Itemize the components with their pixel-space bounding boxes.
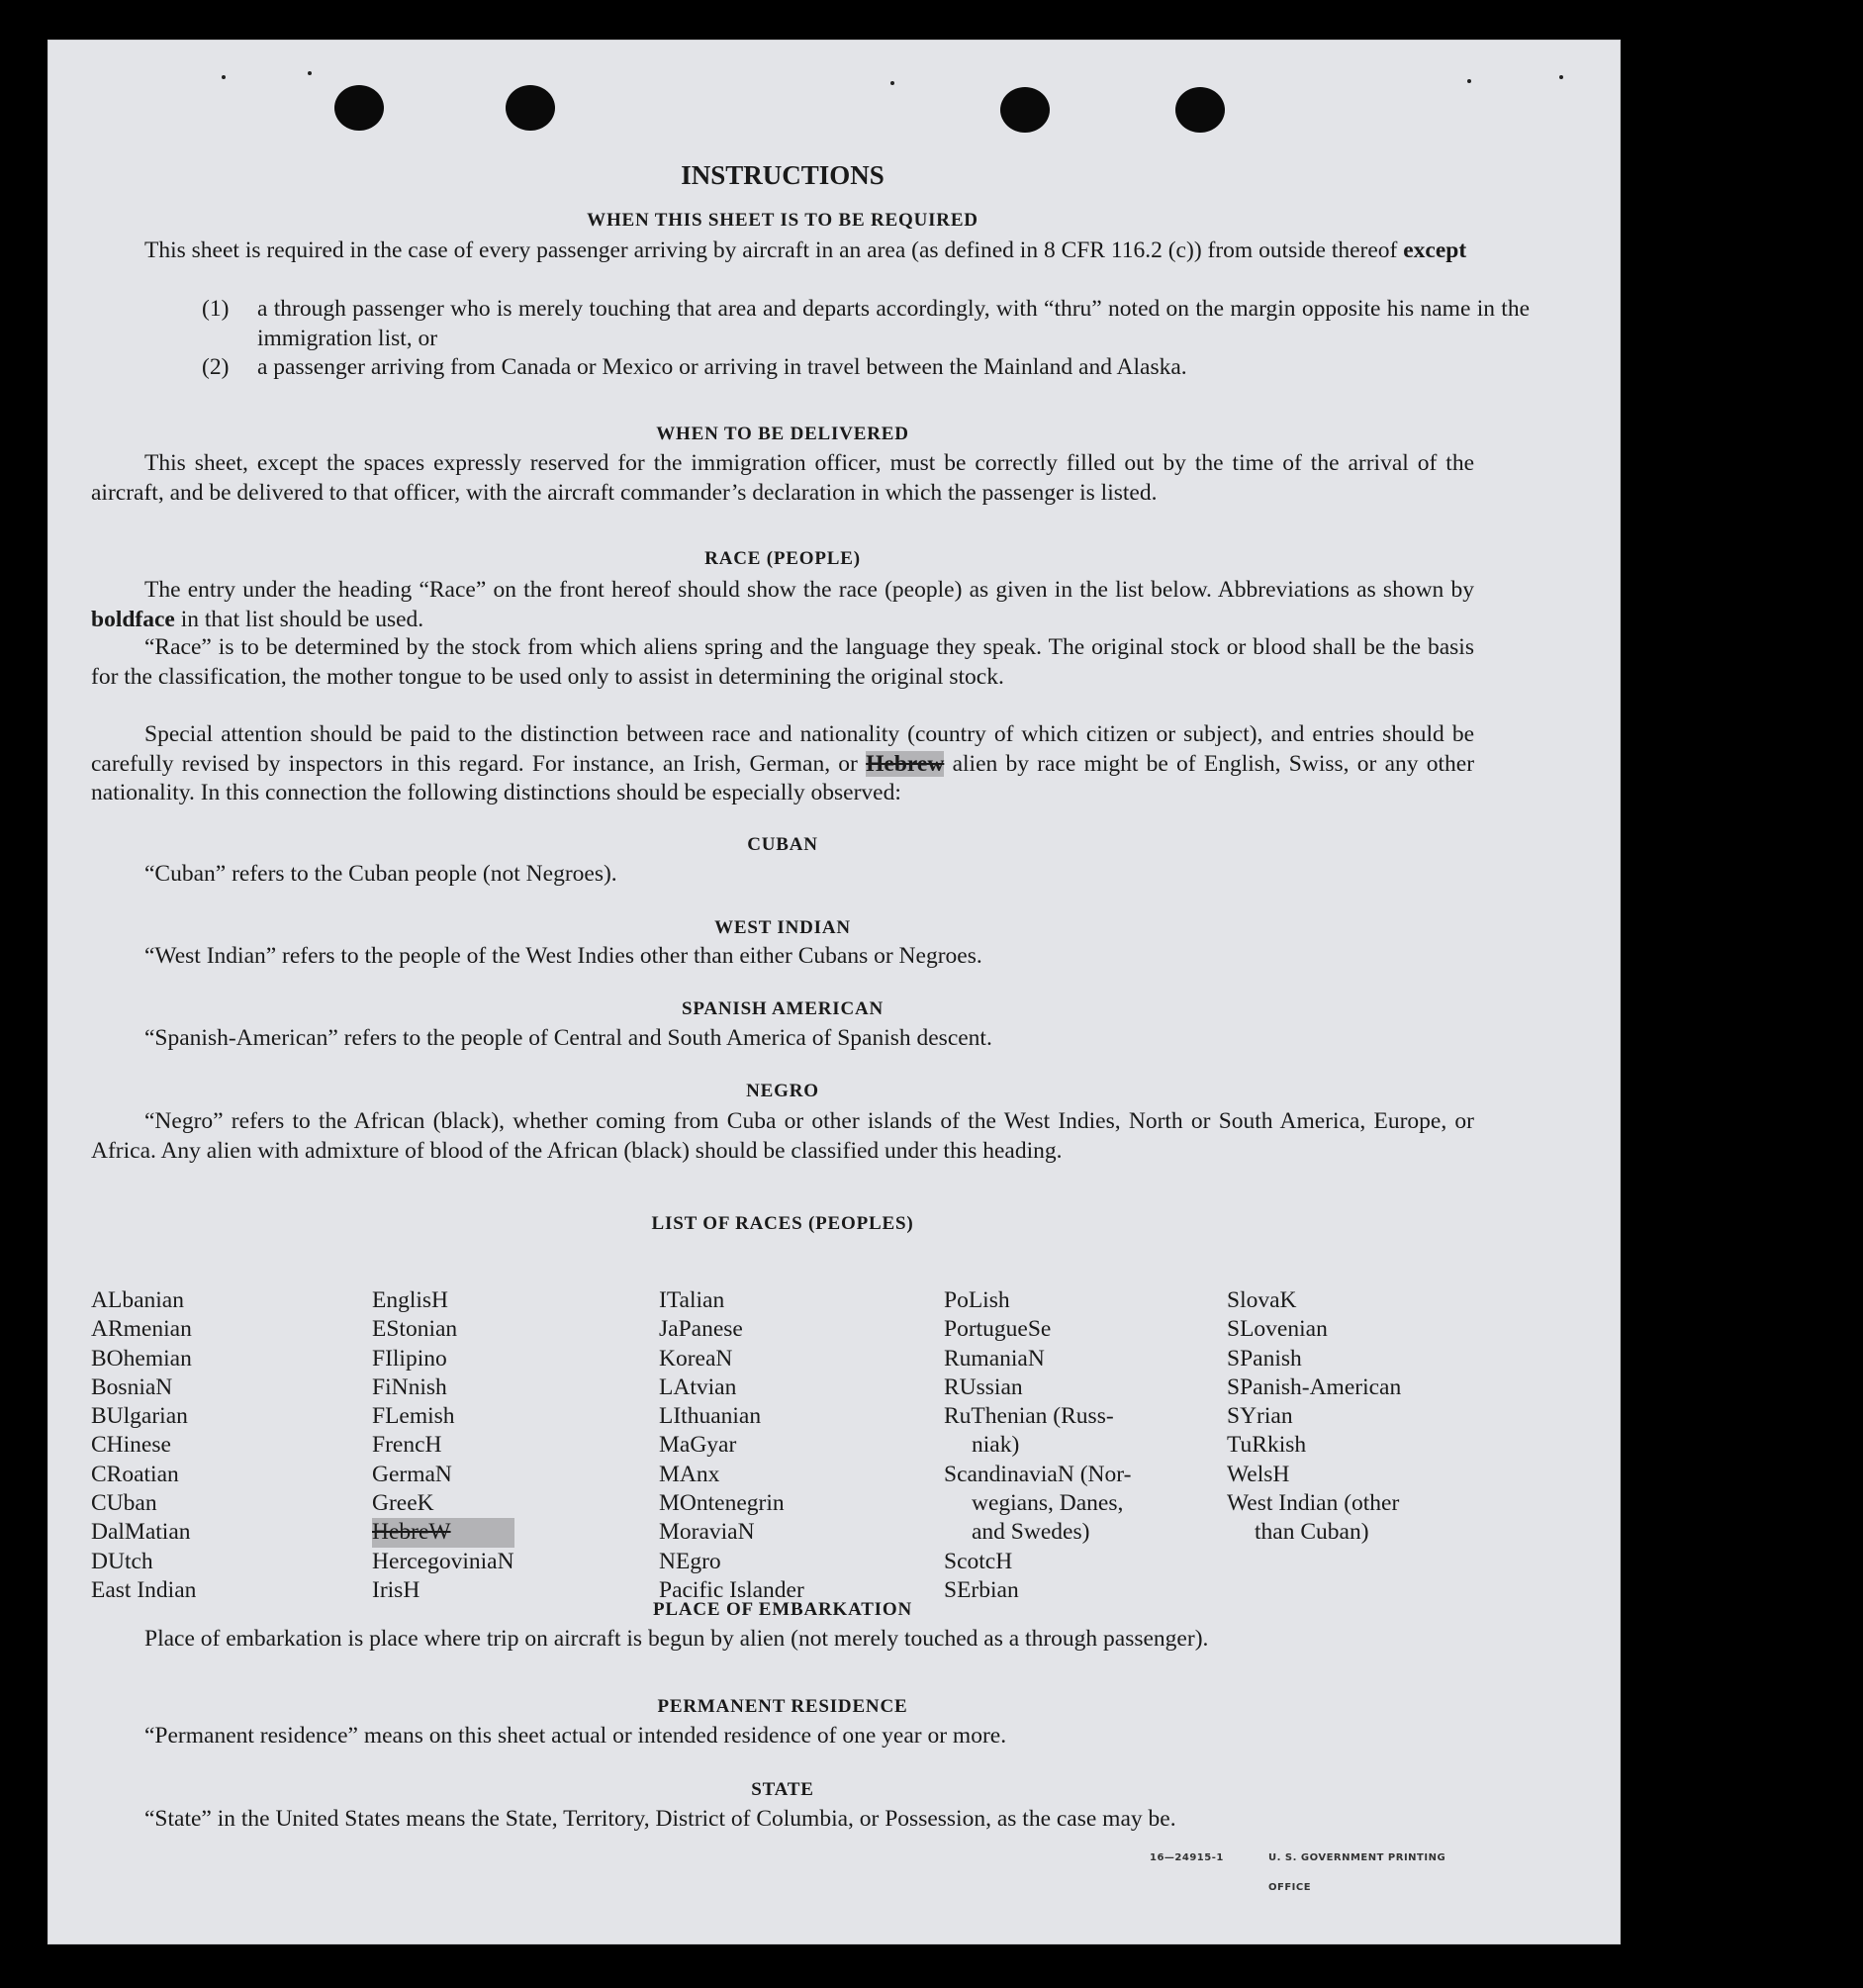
race-list-item: ARmenian [91, 1316, 192, 1343]
text: The entry under the heading “Race” on the front hereof should show the race (people) as given in the list below. Abbreviations as shown by [144, 577, 1474, 603]
race-list-item: FLemish [372, 1403, 455, 1430]
race-list-item: LAtvian [659, 1373, 737, 1400]
race-list-item: wegians, Danes, [972, 1490, 1124, 1517]
race-list-item: DalMatian [91, 1519, 191, 1546]
race-list-item: PoLish [944, 1287, 1010, 1313]
race-list-item: IrisH [372, 1576, 420, 1603]
race-list-item: EnglisH [372, 1287, 449, 1313]
list-number: (1) [202, 296, 230, 322]
paragraph-cuban [91, 860, 1474, 890]
race-list-item: GermaN [372, 1461, 452, 1487]
heading-spanish-american: SPANISH AMERICAN [681, 998, 885, 1019]
text: “Cuban” refers to the Cuban people (not Negroes). [144, 861, 617, 887]
race-list-item: BosniaN [91, 1373, 173, 1400]
bold-text: boldface [91, 606, 175, 632]
printer-credit: U. S. GOVERNMENT PRINTING OFFICE [1268, 1852, 1446, 1893]
race-column-3 [659, 1286, 804, 1605]
race-list-item: FrencH [372, 1432, 442, 1459]
text: “West Indian” refers to the people of the West Indies other than either Cubans or Negroes. [144, 943, 982, 969]
race-list-item: ALbanian [91, 1287, 184, 1313]
race-list-item: DUtch [91, 1548, 153, 1574]
page-title: INSTRUCTIONS [681, 160, 885, 190]
punch-hole [1175, 87, 1225, 133]
race-list-item: SErbian [944, 1576, 1019, 1603]
race-list-item: TuRkish [1227, 1432, 1307, 1459]
text: “Race” is to be determined by the stock from which aliens spring and the language they speak. The original stock or blood shall be the basis for the classification, the mother tongue to be used only to assist in determining the original stock. [91, 634, 1474, 690]
race-list-item: HercegoviniaN [372, 1548, 514, 1574]
race-list-item: JaPanese [659, 1316, 743, 1343]
list-item-1 [202, 295, 1530, 353]
punch-hole [334, 85, 384, 131]
list-number: (2) [202, 354, 230, 380]
race-list-item: MoraviaN [659, 1519, 755, 1546]
race-list-item: RuThenian (Russ- [944, 1403, 1114, 1430]
race-list-item: CUban [91, 1490, 157, 1517]
text: alien by race might be of English, Swiss, or any other nationality. In this connection the following distinctions should be especially observed: [91, 750, 1475, 805]
race-list-item: SYrian [1227, 1403, 1293, 1430]
race-list-item: CRoatian [91, 1461, 179, 1487]
punch-hole [506, 85, 555, 131]
heading-cuban: CUBAN [747, 834, 818, 855]
race-list-item: SPanish [1227, 1345, 1302, 1372]
race-list-item: LIthuanian [659, 1403, 762, 1430]
heading-list-of-races: LIST OF RACES (PEOPLES) [651, 1213, 914, 1234]
paragraph-spanish-american [91, 1024, 1474, 1054]
form-number: 16—24915-1 [1150, 1852, 1224, 1863]
speck [1559, 75, 1563, 79]
race-list-item: PortugueSe [944, 1316, 1052, 1343]
race-list-item: and Swedes) [972, 1519, 1090, 1546]
speck [890, 81, 894, 85]
race-list-item: WelsH [1227, 1461, 1290, 1487]
text: “Permanent residence” means on this sheet actual or intended residence of one year or more. [144, 1723, 1007, 1749]
race-list-item: MOntenegrin [659, 1490, 785, 1517]
text: “Negro” refers to the African (black), whether coming from Cuba or other islands of the West Indies, North or South America, Europe, or Africa. Any alien with admixture of blood of the African (black) should be classified under this heading. [91, 1108, 1474, 1164]
race-list-item: Pacific Islander [659, 1576, 804, 1603]
paragraph-embarkation [91, 1625, 1474, 1655]
text: in that list should be used. [180, 606, 424, 632]
list-text: a through passenger who is merely touching that area and departs accordingly, with “thru” noted on the margin opposite his name in the immigration list, or [257, 296, 1530, 351]
race-column-1 [91, 1286, 196, 1605]
race-list-item: GreeK [372, 1490, 434, 1517]
text: “Spanish-American” refers to the people of Central and South America of Spanish descent. [144, 1025, 992, 1051]
race-list-item: FiNnish [372, 1373, 447, 1400]
struck-word: Hebrew [866, 750, 945, 777]
heading-negro: NEGRO [746, 1081, 819, 1101]
paragraph-race-1 [91, 576, 1474, 634]
heading-race: RACE (PEOPLE) [704, 548, 861, 569]
text: Place of embarkation is place where trip on aircraft is begun by alien (not merely touched as a through passenger). [144, 1626, 1209, 1652]
paragraph-residence [91, 1722, 1474, 1751]
race-column-5 [1227, 1286, 1401, 1548]
heading-embarkation: PLACE OF EMBARKATION [653, 1599, 912, 1620]
race-list-item: NEgro [659, 1548, 721, 1574]
race-list-item: RumaniaN [944, 1345, 1045, 1372]
race-list-item: EStonian [372, 1316, 458, 1343]
speck [1467, 79, 1471, 83]
text: “State” in the United States means the State, Territory, District of Columbia, or Possession, as the case may be. [144, 1806, 1176, 1832]
speck [222, 75, 226, 79]
list-item-2 [202, 353, 1530, 383]
race-list-item: HebreW [372, 1518, 514, 1547]
text: This sheet, except the spaces expressly reserved for the immigration officer, must be correctly filled out by the time of the arrival of the aircraft, and be delivered to that officer, with the aircraft commander’s declaration in which the passenger is listed. [91, 450, 1474, 506]
race-column-4 [944, 1286, 1131, 1605]
list-text: a passenger arriving from Canada or Mexico or arriving in travel between the Mainland and Alaska. [257, 354, 1187, 380]
heading-when-delivered: WHEN TO BE DELIVERED [656, 424, 909, 444]
race-list-item: MAnx [659, 1461, 720, 1487]
race-list-item: SPanish-American [1227, 1373, 1402, 1400]
speck [308, 71, 312, 75]
race-list-item: East Indian [91, 1576, 197, 1603]
paragraph-west-indian [91, 942, 1474, 972]
race-list-item: SlovaK [1227, 1287, 1297, 1313]
race-column-2 [372, 1286, 514, 1605]
paragraph-when-required [91, 237, 1474, 266]
paragraph-negro [91, 1107, 1474, 1166]
heading-residence: PERMANENT RESIDENCE [657, 1696, 908, 1717]
race-list-item: CHinese [91, 1432, 171, 1459]
punch-hole [1000, 87, 1050, 133]
race-list-item: KoreaN [659, 1345, 733, 1372]
bold-text: except [1403, 237, 1467, 263]
paragraph-race-3 [91, 720, 1474, 808]
race-list-item: ScotcH [944, 1548, 1013, 1574]
race-list-item: niak) [972, 1432, 1020, 1459]
race-list-item: RUssian [944, 1373, 1023, 1400]
document-page [47, 40, 1621, 1944]
heading-west-indian: WEST INDIAN [714, 917, 851, 938]
race-list-item: MaGyar [659, 1432, 737, 1459]
text: This sheet is required in the case of every passenger arriving by aircraft in an area (as defined in 8 CFR 116.2 (c)) from outside thereof [144, 237, 1398, 263]
paragraph-race-2 [91, 633, 1474, 692]
race-list-item: SLovenian [1227, 1316, 1328, 1343]
race-list-item: than Cuban) [1255, 1519, 1369, 1546]
paragraph-when-delivered [91, 449, 1474, 508]
race-list-item: West Indian (other [1227, 1490, 1400, 1517]
paragraph-state [91, 1805, 1474, 1835]
race-list-item: BUlgarian [91, 1403, 188, 1430]
race-list-item: BOhemian [91, 1345, 192, 1372]
race-list-item: ITalian [659, 1287, 725, 1313]
race-list-item: ScandinaviaN (Nor- [944, 1461, 1132, 1487]
heading-state: STATE [751, 1779, 814, 1800]
heading-when-required: WHEN THIS SHEET IS TO BE REQUIRED [587, 210, 978, 231]
race-list-item: FIlipino [372, 1345, 447, 1372]
text: Special attention should be paid to the distinction between race and nationality (country of which citizen or subject), and entries should be carefully revised by inspectors in this regard. For instance, an Irish, German, or [91, 721, 1474, 777]
